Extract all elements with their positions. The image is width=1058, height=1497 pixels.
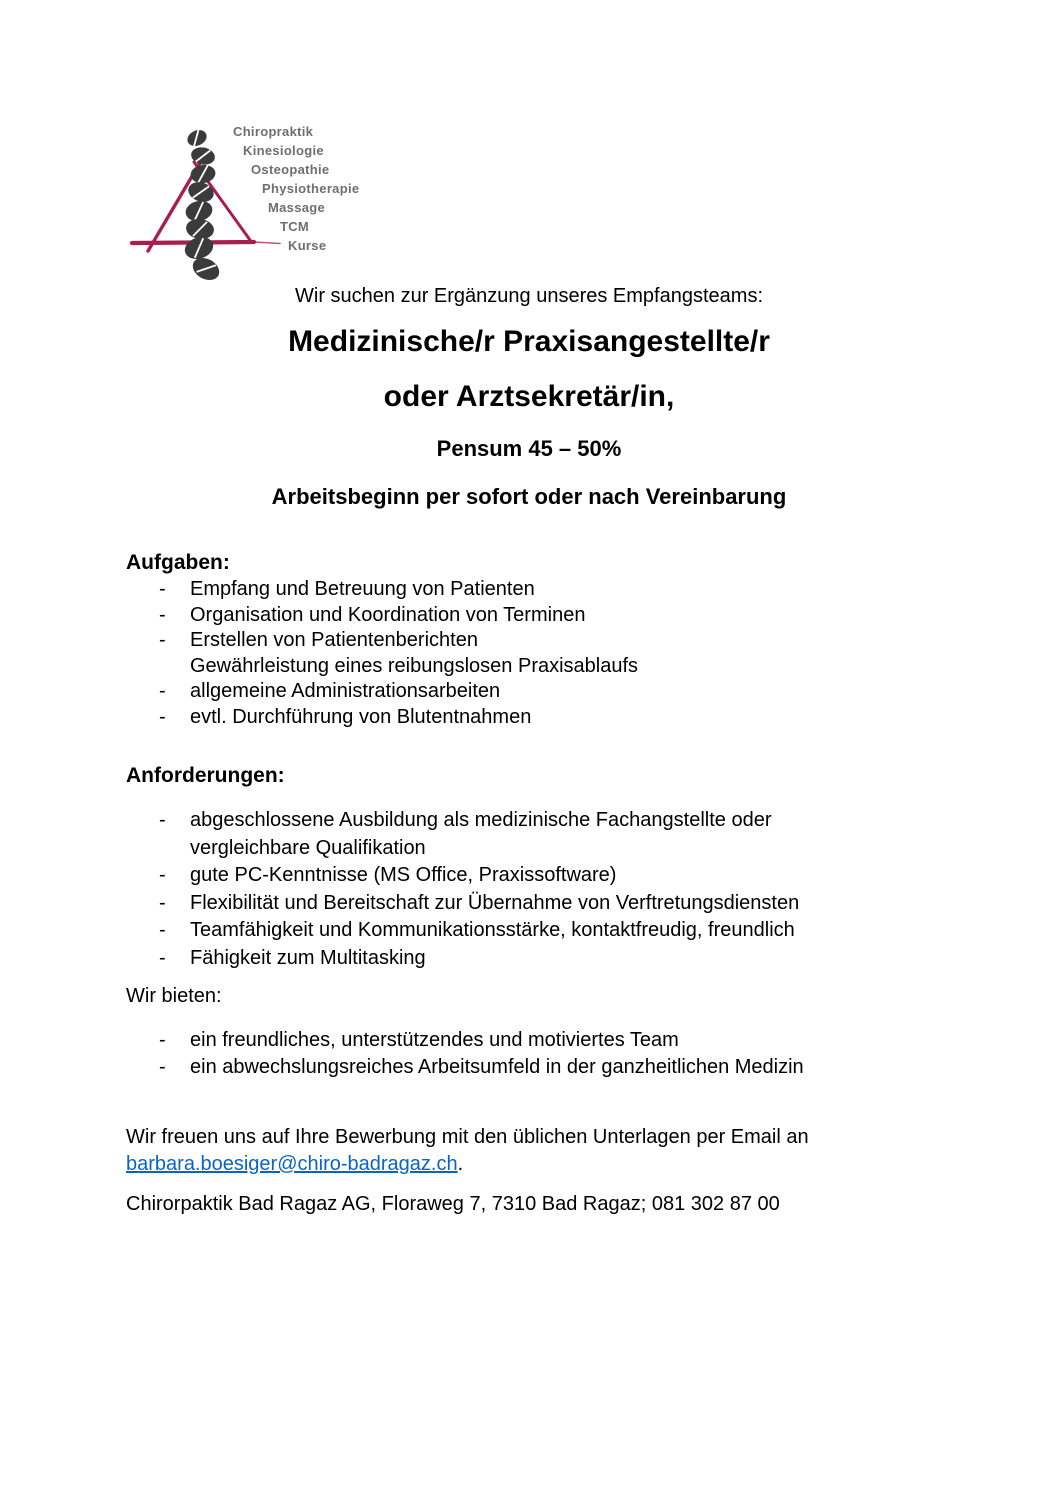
dash-bullet: - [159,919,166,941]
dash-bullet: - [159,1056,166,1078]
list-item [126,890,932,918]
list-item [126,577,932,603]
list-item-text: Organisation und Koordination von Terminen [190,603,586,626]
list-item-text: Gewährleistung eines reibungslosen Praxisablaufs [190,654,639,677]
logo-service-label: Osteopathie [251,162,330,177]
dash-bullet: - [159,603,166,626]
job-title-line2: oder Arztsekretär/in, [383,380,675,413]
dash-bullet: - [159,629,166,651]
dash-bullet: - [159,680,166,702]
dash-bullet [159,654,190,680]
list-item-text: evtl. Durchführung von Blutentnahmen [190,705,532,728]
list-item [126,917,932,945]
email-period: . [457,1153,464,1175]
list-item-text: Erstellen von Patientenberichten [190,629,478,651]
logo-service-label: Massage [268,200,326,215]
list-item [126,862,932,890]
list-item [126,603,932,629]
list-item [126,835,932,863]
list-item-text: gute PC-Kenntnisse (MS Office, Praxissoftware) [190,864,617,886]
logo-service-label: Kurse [288,238,327,253]
dash-bullet: - [159,705,166,728]
list-item-text: ein freundliches, unterstützendes und motiviertes Team [190,1029,679,1051]
company-address-line: Chirorpaktik Bad Ragaz AG, Floraweg 7, 7310 Bad Ragaz; 081 302 87 00 [126,1193,780,1215]
dash-bullet: - [159,946,166,969]
dash-bullet: - [159,891,166,914]
job-title-line1: Medizinische/r Praxisangestellte/r [288,325,770,358]
list-item [126,1054,932,1081]
list-item-text: abgeschlossene Ausbildung als medizinische Fachangstellte oder [190,809,772,831]
list-item [126,628,932,654]
dash-bullet: - [159,1029,166,1051]
logo-service-label: Chiropraktik [233,124,314,139]
list-item [126,1027,932,1054]
dash-bullet [159,835,190,863]
list-item [126,945,932,973]
section-heading-aufgaben: Aufgaben: [126,551,230,574]
section-heading-anforderungen: Anforderungen: [126,764,285,787]
start-date-line: Arbeitsbeginn per sofort oder nach Vereinbarung [271,484,787,509]
intro-line: Wir suchen zur Ergänzung unseres Empfangsteams: [295,285,763,307]
dash-bullet: - [159,864,166,886]
list-item [126,679,932,705]
anforderungen-list [126,807,932,972]
list-item-text: allgemeine Administrationsarbeiten [190,680,501,702]
application-paragraph [126,1124,932,1178]
apply-line-text: Wir freuen uns auf Ihre Bewerbung mit den üblichen Unterlagen per Email an [126,1126,809,1148]
list-item-text: Flexibilität und Bereitschaft zur Übernahme von Verftretungsdiensten [190,891,800,914]
email-link[interactable]: barbara.boesiger@chiro-badragaz.ch [126,1153,458,1175]
list-item-text: ein abwechslungsreiches Arbeitsumfeld in der ganzheitlichen Medizin [190,1056,804,1078]
logo-service-list [233,122,359,255]
dash-bullet: - [159,809,166,831]
logo-service-label: Physiotherapie [262,181,360,196]
workload-line: Pensum 45 – 50% [436,436,622,461]
list-item-text: Empfang und Betreuung von Patienten [190,578,535,600]
aufgaben-list [126,577,932,730]
list-item [126,654,932,680]
list-item [126,807,932,835]
wir-bieten-list [126,1027,932,1081]
section-heading-wir-bieten: Wir bieten: [126,985,222,1007]
logo-service-label: TCM [280,219,310,234]
list-item-text: vergleichbare Qualifikation [190,836,426,859]
list-item-text: Teamfähigkeit und Kommunikationsstärke, kontaktfreudig, freundlich [190,919,795,941]
list-item-text: Fähigkeit zum Multitasking [190,946,426,969]
dash-bullet: - [159,578,166,600]
list-item [126,705,932,731]
clinic-logo [128,112,378,292]
logo-service-label: Kinesiologie [243,143,324,158]
